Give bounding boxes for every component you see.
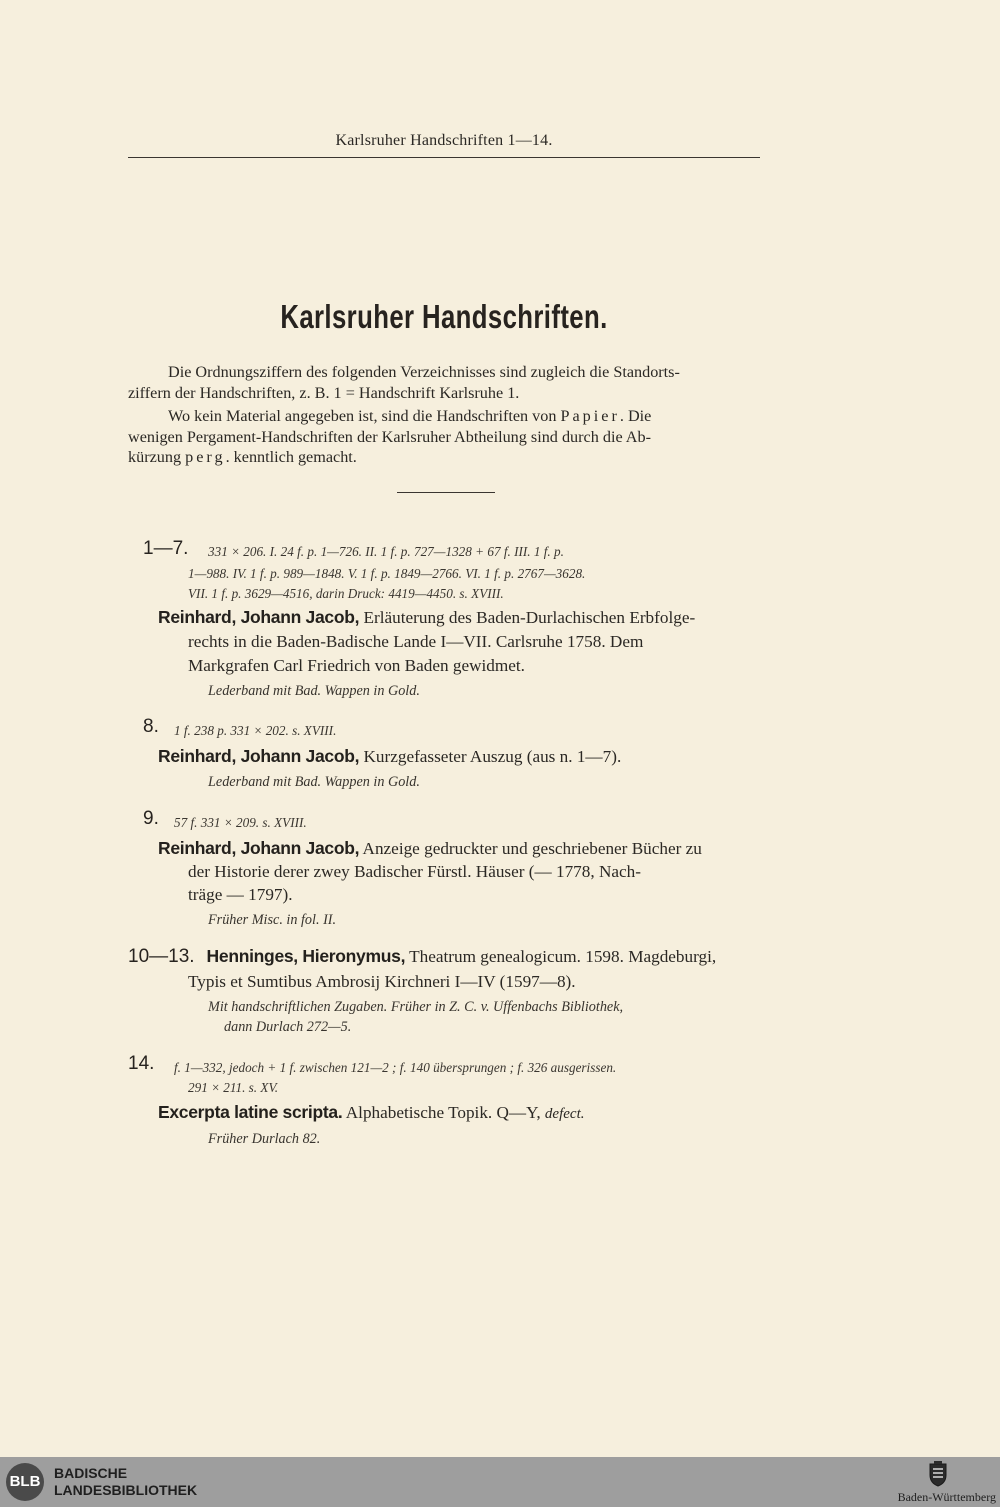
entry-meta-line-1: 57 f. 331 × 209. s. XVIII.	[174, 815, 307, 830]
coat-of-arms-icon	[928, 1461, 948, 1487]
entry-number: 1—7.	[143, 538, 189, 559]
entry-meta-line-2: 291 × 211. s. XV.	[188, 1080, 279, 1095]
entry-note-line-2: dann Durlach 272—5.	[224, 1019, 352, 1035]
intro-p2-line1-b: Papier	[560, 407, 620, 425]
intro-p1-line2: ziffern der Handschriften, z. B. 1 = Handschrift Karlsruhe 1.	[128, 383, 520, 402]
entry-description-line-3: Markgrafen Carl Friedrich von Baden gewidmet.	[188, 656, 525, 675]
entry-meta-line-1: 1 f. 238 p. 331 × 202. s. XVIII.	[174, 723, 337, 738]
entry-title-text: Theatrum genealogicum. 1598. Magdeburgi,	[405, 947, 717, 966]
entry-description-line-1	[158, 746, 621, 767]
entry-number: 9.	[143, 808, 159, 829]
intro-paragraph-2	[128, 406, 762, 468]
entry-description-line-2: der Historie derer zwey Badischer Fürstl. Häuser (— 1778, Nach-	[188, 862, 641, 881]
intro-p2-line2: wenigen Pergament-Handschriften der Karlsruher Abtheilung sind durch die Ab-	[128, 427, 651, 446]
state-label: Baden-Württemberg	[897, 1490, 996, 1504]
entry-description-line-1	[158, 838, 702, 859]
entry-description-line-2: Typis et Sumtibus Ambrosij Kirchneri I—IV (1597—8).	[188, 972, 576, 991]
entry-note: Früher Durlach 82.	[208, 1131, 321, 1147]
entry-title-text: Erläuterung des Baden-Durlachischen Erbfolge-	[359, 608, 696, 627]
entry-condition: defect.	[544, 1106, 585, 1122]
entry-note: Lederband mit Bad. Wappen in Gold.	[208, 774, 420, 790]
entry-description-line-1	[158, 1102, 584, 1123]
entry-note: Früher Misc. in fol. II.	[208, 912, 337, 928]
section-divider	[397, 492, 495, 493]
intro-paragraph-1	[128, 362, 762, 403]
entry-number: 14.	[128, 1053, 155, 1074]
entry-note: Lederband mit Bad. Wappen in Gold.	[208, 683, 420, 699]
header-rule	[128, 157, 760, 158]
entry-title-text: Alphabetische Topik. Q—Y,	[342, 1103, 545, 1122]
entry-author: Excerpta latine scripta.	[158, 1102, 343, 1122]
intro-p2-line3-b: perg	[185, 448, 226, 466]
entry-author: Reinhard, Johann Jacob,	[158, 746, 360, 766]
entry-title-text: Kurzgefasseter Auszug (aus n. 1—7).	[359, 747, 622, 766]
entry-note-line-1: Mit handschriftlichen Zugaben. Früher in Z. C. v. Uffenbachs Bibliothek,	[208, 999, 624, 1015]
intro-p1-line1: Die Ordnungsziffern des folgenden Verzeichnisses sind zugleich die Standorts-	[168, 363, 680, 381]
entry-number: 8.	[143, 716, 159, 737]
blb-logo[interactable]: BLB	[6, 1463, 44, 1501]
entry-description-line-2: rechts in die Baden-Badische Lande I—VII. Carlsruhe 1758. Dem	[188, 632, 644, 651]
intro-text	[128, 362, 762, 468]
intro-p2-line3-c: . kenntlich gemacht.	[225, 448, 357, 466]
entry-author: Reinhard, Johann Jacob,	[158, 838, 360, 858]
entry-description-line-1	[128, 946, 716, 968]
entry-meta-line-2: 1—988. IV. 1 f. p. 989—1848. V. 1 f. p. 1849—2766. VI. 1 f. p. 2767—3628.	[188, 566, 586, 581]
entry-title-text: Anzeige gedruckter und geschriebener Bücher zu	[359, 839, 702, 858]
entry-meta-line-1: 331 × 206. I. 24 f. p. 1—726. II. 1 f. p. 727—1328 + 67 f. III. 1 f. p.	[208, 544, 564, 559]
entry-meta-line-1: f. 1—332, jedoch + 1 f. zwischen 121—2 ; f. 140 übersprungen ; f. 326 ausgerissen.	[174, 1060, 617, 1075]
entry-author: Reinhard, Johann Jacob,	[158, 607, 360, 627]
library-name-line-2: LANDESBIBLIOTHEK	[54, 1482, 198, 1498]
entry-number: 10—13.	[128, 946, 195, 967]
intro-p2-line3-a: kürzung	[128, 448, 186, 466]
footer-bar	[0, 1457, 1000, 1507]
library-name[interactable]	[54, 1465, 197, 1499]
intro-p2-line1-a: Wo kein Material angegeben ist, sind die Handschriften von	[168, 407, 561, 425]
entry-description-line-1	[158, 607, 695, 628]
running-head: Karlsruher Handschriften 1—14.	[335, 132, 553, 149]
intro-p2-line1-c: . Die	[619, 407, 652, 425]
entry-meta-line-3: VII. 1 f. p. 3629—4516, darin Druck: 4419—4450. s. XVIII.	[188, 586, 504, 601]
library-name-line-1: BADISCHE	[54, 1465, 128, 1481]
entry-description-line-3: träge — 1797).	[188, 885, 293, 904]
page-title: Karlsruher Handschriften.	[280, 298, 608, 335]
entry-author: Henninges, Hieronymus,	[206, 946, 406, 966]
